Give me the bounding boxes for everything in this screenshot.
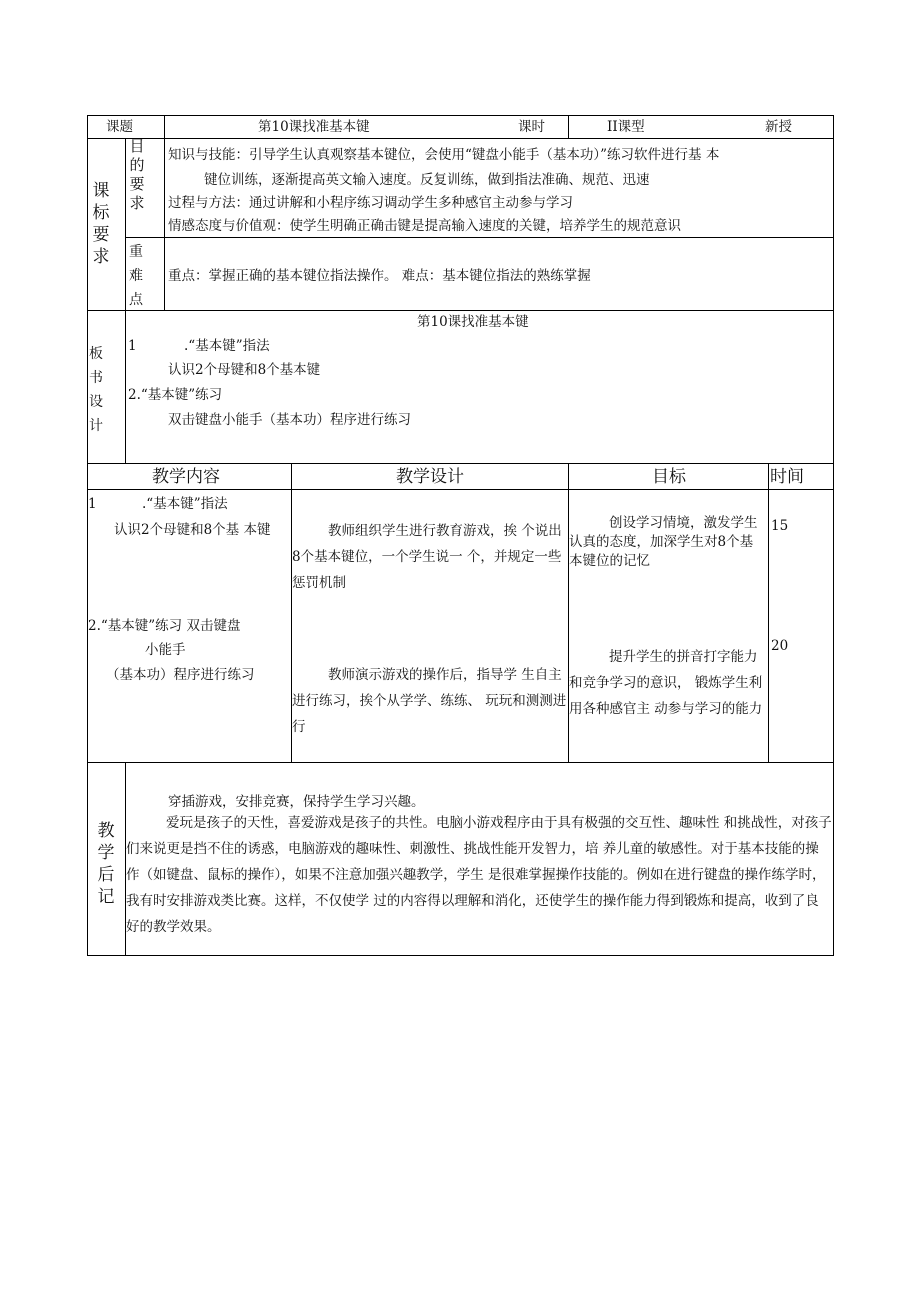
rule [87, 762, 834, 763]
rule [768, 463, 769, 763]
goal-line: 情感态度与价值观：使学生明确正确击键是提高输入速度的关键，培养学生的规范意识 [168, 218, 681, 234]
rule [164, 138, 165, 311]
board-title: 第10课找准基本键 [417, 314, 529, 330]
rule [87, 138, 834, 139]
board-item1-title: .“基本键”指法 [184, 338, 270, 354]
row2-content-line3: （基本功）程序进行练习 [106, 667, 255, 683]
rule [125, 138, 126, 463]
rule [87, 955, 834, 956]
curriculum-section-label: 课标要求 [92, 181, 110, 267]
col-header-design: 教学设计 [396, 467, 464, 487]
focus-text: 重点：掌握正确的基本键位指法操作。 难点：基本键位指法的熟练掌握 [168, 268, 591, 284]
rule [87, 115, 834, 116]
reflection-line1: 穿插游戏，安排竞赛，保持学生学习兴趣。 [168, 794, 425, 810]
rule [568, 115, 569, 139]
rule [87, 489, 834, 490]
type-value: 新授 [765, 119, 792, 135]
goal-line: 键位训练，逐渐提高英文输入速度。反复训练，做到指法准确、规范、迅速 [204, 172, 650, 188]
row1-time: 15 [771, 518, 789, 534]
row2-content-line2: 小能手 [145, 642, 186, 658]
hours-label: 课时 [518, 119, 545, 135]
board-item1-num: 1 [128, 338, 137, 354]
row1-content-num: 1 [88, 496, 97, 512]
row1-content-title: .“基本键”指法 [142, 496, 228, 512]
type-label: II课型 [607, 119, 645, 135]
rule [833, 115, 834, 956]
row1-content-detail: 认识2个母键和8个基 本键 [114, 522, 271, 538]
goal-line: 知识与技能：引导学生认真观察基本键位，会使用“键盘小能手（基本功）”练习软件进行基 本 [168, 147, 720, 163]
rule [87, 463, 834, 464]
row1-design: 教师组织学生进行教育游戏，挨 个说出8个基本键位，一个学生说一 个，并规定一些惩罚机制 [292, 523, 562, 591]
row2-content-line1: 2.“基本键”练习 双击键盘 [88, 618, 241, 634]
col-header-goal: 目标 [652, 467, 686, 487]
col-header-content: 教学内容 [152, 467, 220, 487]
row2-time: 20 [771, 638, 789, 654]
goal-line: 过程与方法：通过讲解和小程序练习调动学生多种感官主动参与学习 [168, 195, 573, 211]
goals-label: 目的要求 [129, 137, 145, 212]
rule [164, 115, 165, 139]
board-item2-title: 2.“基本键”练习 [128, 387, 223, 403]
rule [87, 310, 834, 311]
rule [125, 237, 834, 238]
board-item1-detail: 认识2个母键和8个基本键 [168, 362, 321, 378]
row2-goal: 提升学生的拼音打字能力和竞争学习的意识， 锻炼学生利用各种感官主 动参与学习的能力 [569, 649, 763, 717]
reflection-paragraph: 爱玩是孩子的天性，喜爱游戏是孩子的共性。电脑小游戏程序由于具有极强的交互性、趣味性 和挑战性，对孩子们来说更是挡不住的诱惑，电脑游戏的趣味性、刺激性、挑战性能开发智力，培 养儿童的敏感性。对于基本技能的操作（如键盘、鼠标的操作），如果不注意加强兴趣教学，学生 是很难掌握操作技能的。例如在进行键盘的操作练学时，我有时安排游戏类比赛。这样，不仅使学 过的内容得以理解和消化，还使学生的操作能力得到锻炼和提高，收到了良好的教学效果。 [126, 815, 832, 935]
focus-label: 重难点 [129, 244, 143, 308]
row1-goal: 创设学习情境，激发学生认真的态度，加深学生对8个基本键位的记忆 [569, 515, 758, 569]
board-item2-detail: 双击键盘小能手（基本功）程序进行练习 [168, 412, 411, 428]
rule [87, 115, 88, 956]
reflection-section-label: 教学后记 [97, 821, 115, 907]
topic-value: 第10课找准基本键 [258, 119, 370, 135]
board-section-label: 板书设计 [89, 346, 103, 434]
topic-label: 课题 [106, 119, 133, 135]
row2-design: 教师演示游戏的操作后，指导学 生自主进行练习，挨个从学学、练练、 玩玩和测测进行 [292, 667, 567, 735]
col-header-time: 时间 [770, 467, 804, 487]
